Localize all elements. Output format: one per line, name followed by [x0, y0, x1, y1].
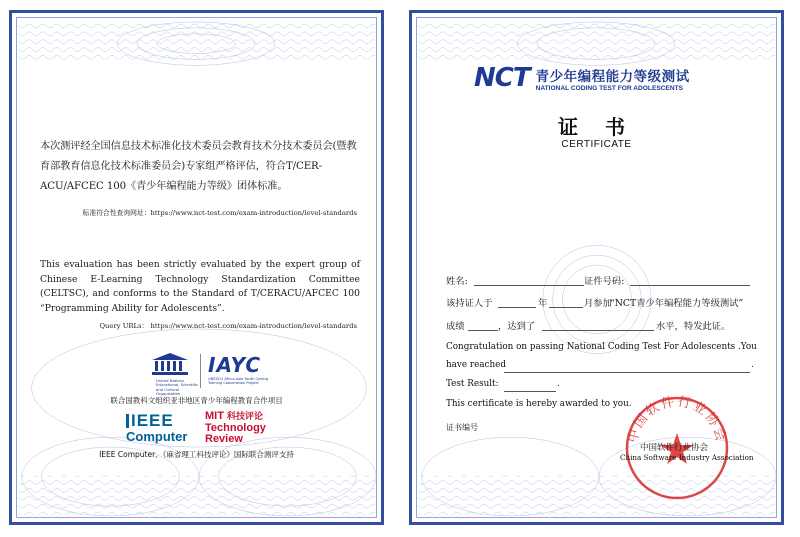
- mit-review-text: Review: [205, 433, 243, 445]
- unesco-temple-icon: [152, 353, 188, 375]
- cert-number-label: 证书编号: [446, 423, 478, 432]
- cooperation-caption: 联合国教科文组织亚非地区青少年编程教育合作项目: [110, 396, 283, 405]
- score-label: 成绩: [446, 321, 465, 332]
- ieee-wordmark: [126, 411, 196, 431]
- query-cn-line: [83, 207, 357, 217]
- mit-technology-text: Technology: [205, 422, 266, 434]
- test-name-quoted: “NCT青少年编程能力等级测试”: [610, 298, 744, 309]
- cert-no-label: 证件号码:: [584, 276, 625, 287]
- ieee-text: IEEE: [131, 411, 174, 430]
- holder-prefix: 该持证人于: [446, 298, 493, 309]
- test-result-period: .: [557, 379, 560, 389]
- query-cn-url[interactable]: https://www.nct-test.com/exam-introduction/level-standards: [150, 209, 357, 217]
- ieee-computer-text: Computer: [126, 429, 188, 444]
- query-cn-label: 标准符合性查询网址：: [82, 209, 151, 217]
- month-field: [549, 307, 583, 308]
- name-field: [474, 285, 584, 286]
- statement-en: This evaluation has been strictly evaluated by the expert group of Chinese E-Learning Technology Standardization Committee (CELTSC), and conforms to the Standard of T/CERACU/AFCEC 100 “Programming Ability for Adolescents”.: [40, 259, 360, 314]
- issuer-en: China Software Industry Association: [620, 453, 754, 462]
- ieee-computer-logo: [126, 411, 196, 444]
- name-label: 姓名:: [446, 276, 468, 287]
- unesco-text: United Nations Educational, Scientific and Cultural Organization: [156, 378, 199, 397]
- logo-divider: [200, 354, 201, 388]
- certificate-back-page: [9, 10, 384, 525]
- certificate-title-cn: 证 书: [558, 115, 635, 139]
- have-reached-en: have reached: [446, 360, 506, 370]
- mit-cn-text: 科技评论: [227, 412, 264, 422]
- mit-text: MIT: [205, 410, 224, 422]
- level-suffix: 水平，特发此证。: [656, 321, 731, 332]
- query-en-line: [99, 320, 357, 330]
- awarded-en: This certificate is hereby awarded to you.: [446, 399, 632, 409]
- brand-title-cn: 青少年编程能力等级测试: [535, 68, 690, 85]
- statement-cn: 本次测评经全国信息技术标准化技术委员会教育技术分技术委员会(暨教育部教育信息化技术标准委员会)专家组严格评估，符合T/CER-ACU/AFCEC 100《青少年编程能力等级》团体标准。: [40, 141, 357, 192]
- score-field: [468, 330, 498, 331]
- year-label: 年: [538, 298, 548, 309]
- test-result-field: [504, 391, 556, 392]
- reached-field: [504, 372, 750, 373]
- seal-text: 中国软件行业协会: [625, 394, 729, 445]
- certificate-front-page: [409, 10, 784, 525]
- nct-brand: [474, 63, 690, 93]
- nct-logo: NCT: [474, 63, 530, 93]
- reached-period: .: [751, 360, 754, 370]
- support-caption: IEEE Computer、《麻省理工科技评论》国际联合测评支持: [99, 450, 294, 459]
- year-field: [498, 307, 536, 308]
- issuer-cn: 中国软件行业协会: [640, 443, 709, 453]
- query-en-label: Query URLs：: [99, 322, 149, 330]
- congrats-en: Congratulation on passing National Coding Test For Adolescents .You: [446, 342, 757, 352]
- level-field: [542, 330, 654, 331]
- certificate-title-en: CERTIFICATE: [561, 139, 632, 150]
- ieee-bar-icon: [126, 414, 129, 428]
- mit-technology-review-logo: [205, 411, 265, 445]
- month-part-label: 月参加: [584, 298, 612, 309]
- query-en-url[interactable]: https://www.nct-test.com/exam-introduction/level-standards: [150, 322, 357, 330]
- cert-no-field: [630, 285, 750, 286]
- unesco-logo: [152, 353, 199, 397]
- reached-label: ，达到了: [498, 321, 536, 332]
- brand-title-en: NATIONAL CODING TEST FOR ADOLESCENTS: [535, 84, 684, 92]
- iayc-text: UNESCO Africa-Asia Youth Coding Training Cooperation Project: [208, 377, 269, 386]
- iayc-logo: [208, 353, 270, 385]
- test-result-label: Test Result:: [446, 379, 499, 389]
- iayc-wordmark: IAYC: [208, 353, 262, 377]
